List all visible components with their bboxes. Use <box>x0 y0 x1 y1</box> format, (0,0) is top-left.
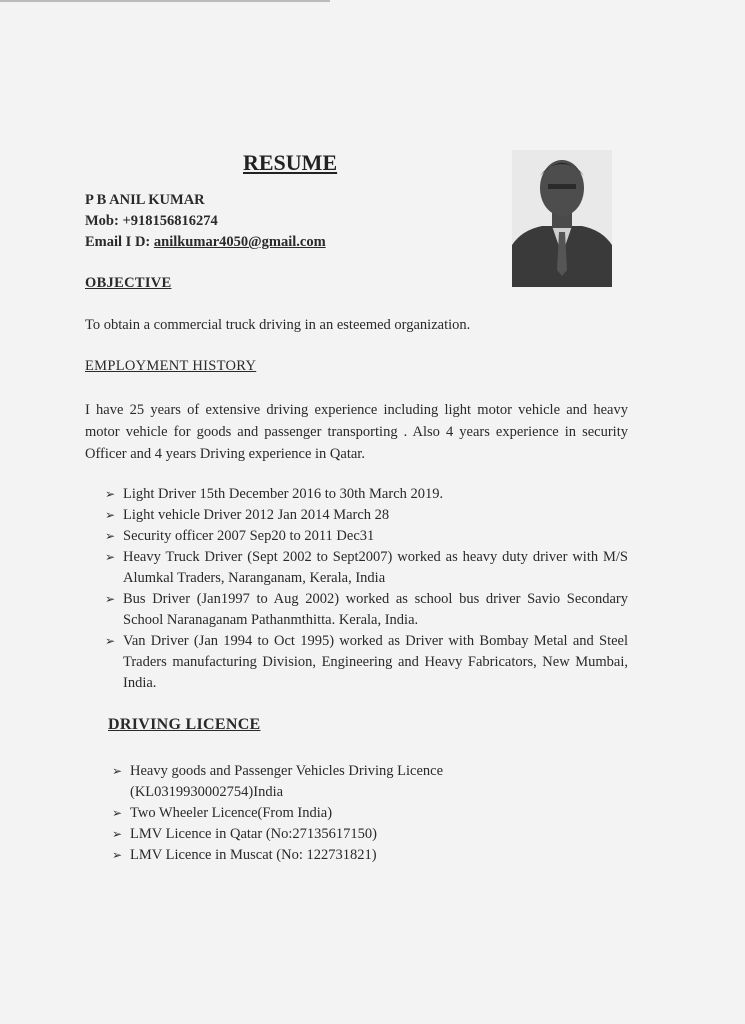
profile-photo <box>512 150 612 287</box>
list-item: ➢ Van Driver (Jan 1994 to Oct 1995) worked as Driver with Bombay Metal and Steel Traders manufacturing Division, Engineering and Heavy Fabricators, New Mumbai, India. <box>105 633 628 691</box>
employment-summary: I have 25 years of extensive driving experience including light motor vehicle and heavy motor vehicle for goods and passenger transporting . Also 4 years experience in security Officer and 4 years Driving experience in Qatar. <box>85 402 628 462</box>
licence-list <box>112 761 492 866</box>
employment-heading: EMPLOYMENT HISTORY <box>85 358 257 374</box>
arrow-bullet-icon: ➢ <box>112 764 123 778</box>
candidate-name: P B ANIL KUMAR <box>85 192 205 208</box>
page-title: RESUME <box>243 150 338 175</box>
email-link[interactable]: anilkumar4050@gmail.com <box>153 234 326 250</box>
arrow-bullet-icon: ➢ <box>105 508 116 522</box>
email-label: Email I D: <box>85 234 151 250</box>
list-item: ➢ Bus Driver (Jan1997 to Aug 2002) worked as school bus driver Savio Secondary School Naranaganam Pathanmthitta. Kerala, India. <box>105 591 628 628</box>
mobile-number: Mob: +918156816274 <box>85 213 218 229</box>
scan-edge <box>0 0 330 2</box>
arrow-bullet-icon: ➢ <box>112 827 123 841</box>
arrow-bullet-icon: ➢ <box>105 529 116 543</box>
list-item: ➢ Two Wheeler Licence(From India) <box>112 803 492 824</box>
arrow-bullet-icon: ➢ <box>112 848 123 862</box>
list-item: ➢ LMV Licence in Qatar (No:27135617150) <box>112 824 492 845</box>
arrow-bullet-icon: ➢ <box>105 592 116 606</box>
list-item: ➢ Heavy goods and Passenger Vehicles Driving Licence (KL0319930002754)India <box>112 763 444 800</box>
list-item: ➢ Light Driver 15th December 2016 to 30th March 2019. <box>105 484 628 505</box>
arrow-bullet-icon: ➢ <box>105 550 116 564</box>
email-line <box>85 232 326 253</box>
list-item: ➢ Security officer 2007 Sep20 to 2011 Dec31 <box>105 526 628 547</box>
employment-list <box>105 484 628 694</box>
list-item: ➢ Light vehicle Driver 2012 Jan 2014 March 28 <box>105 505 628 526</box>
list-item: ➢ LMV Licence in Muscat (No: 122731821) <box>112 845 492 866</box>
arrow-bullet-icon: ➢ <box>105 634 116 648</box>
licence-heading: DRIVING LICENCE <box>108 716 261 733</box>
objective-text: To obtain a commercial truck driving in an esteemed organization. <box>85 317 471 333</box>
arrow-bullet-icon: ➢ <box>105 487 116 501</box>
list-item: ➢ Heavy Truck Driver (Sept 2002 to Sept2007) worked as heavy duty driver with M/S Alumkal Traders, Naranganam, Kerala, India <box>105 549 628 586</box>
objective-heading: OBJECTIVE <box>85 275 172 291</box>
arrow-bullet-icon: ➢ <box>112 806 123 820</box>
